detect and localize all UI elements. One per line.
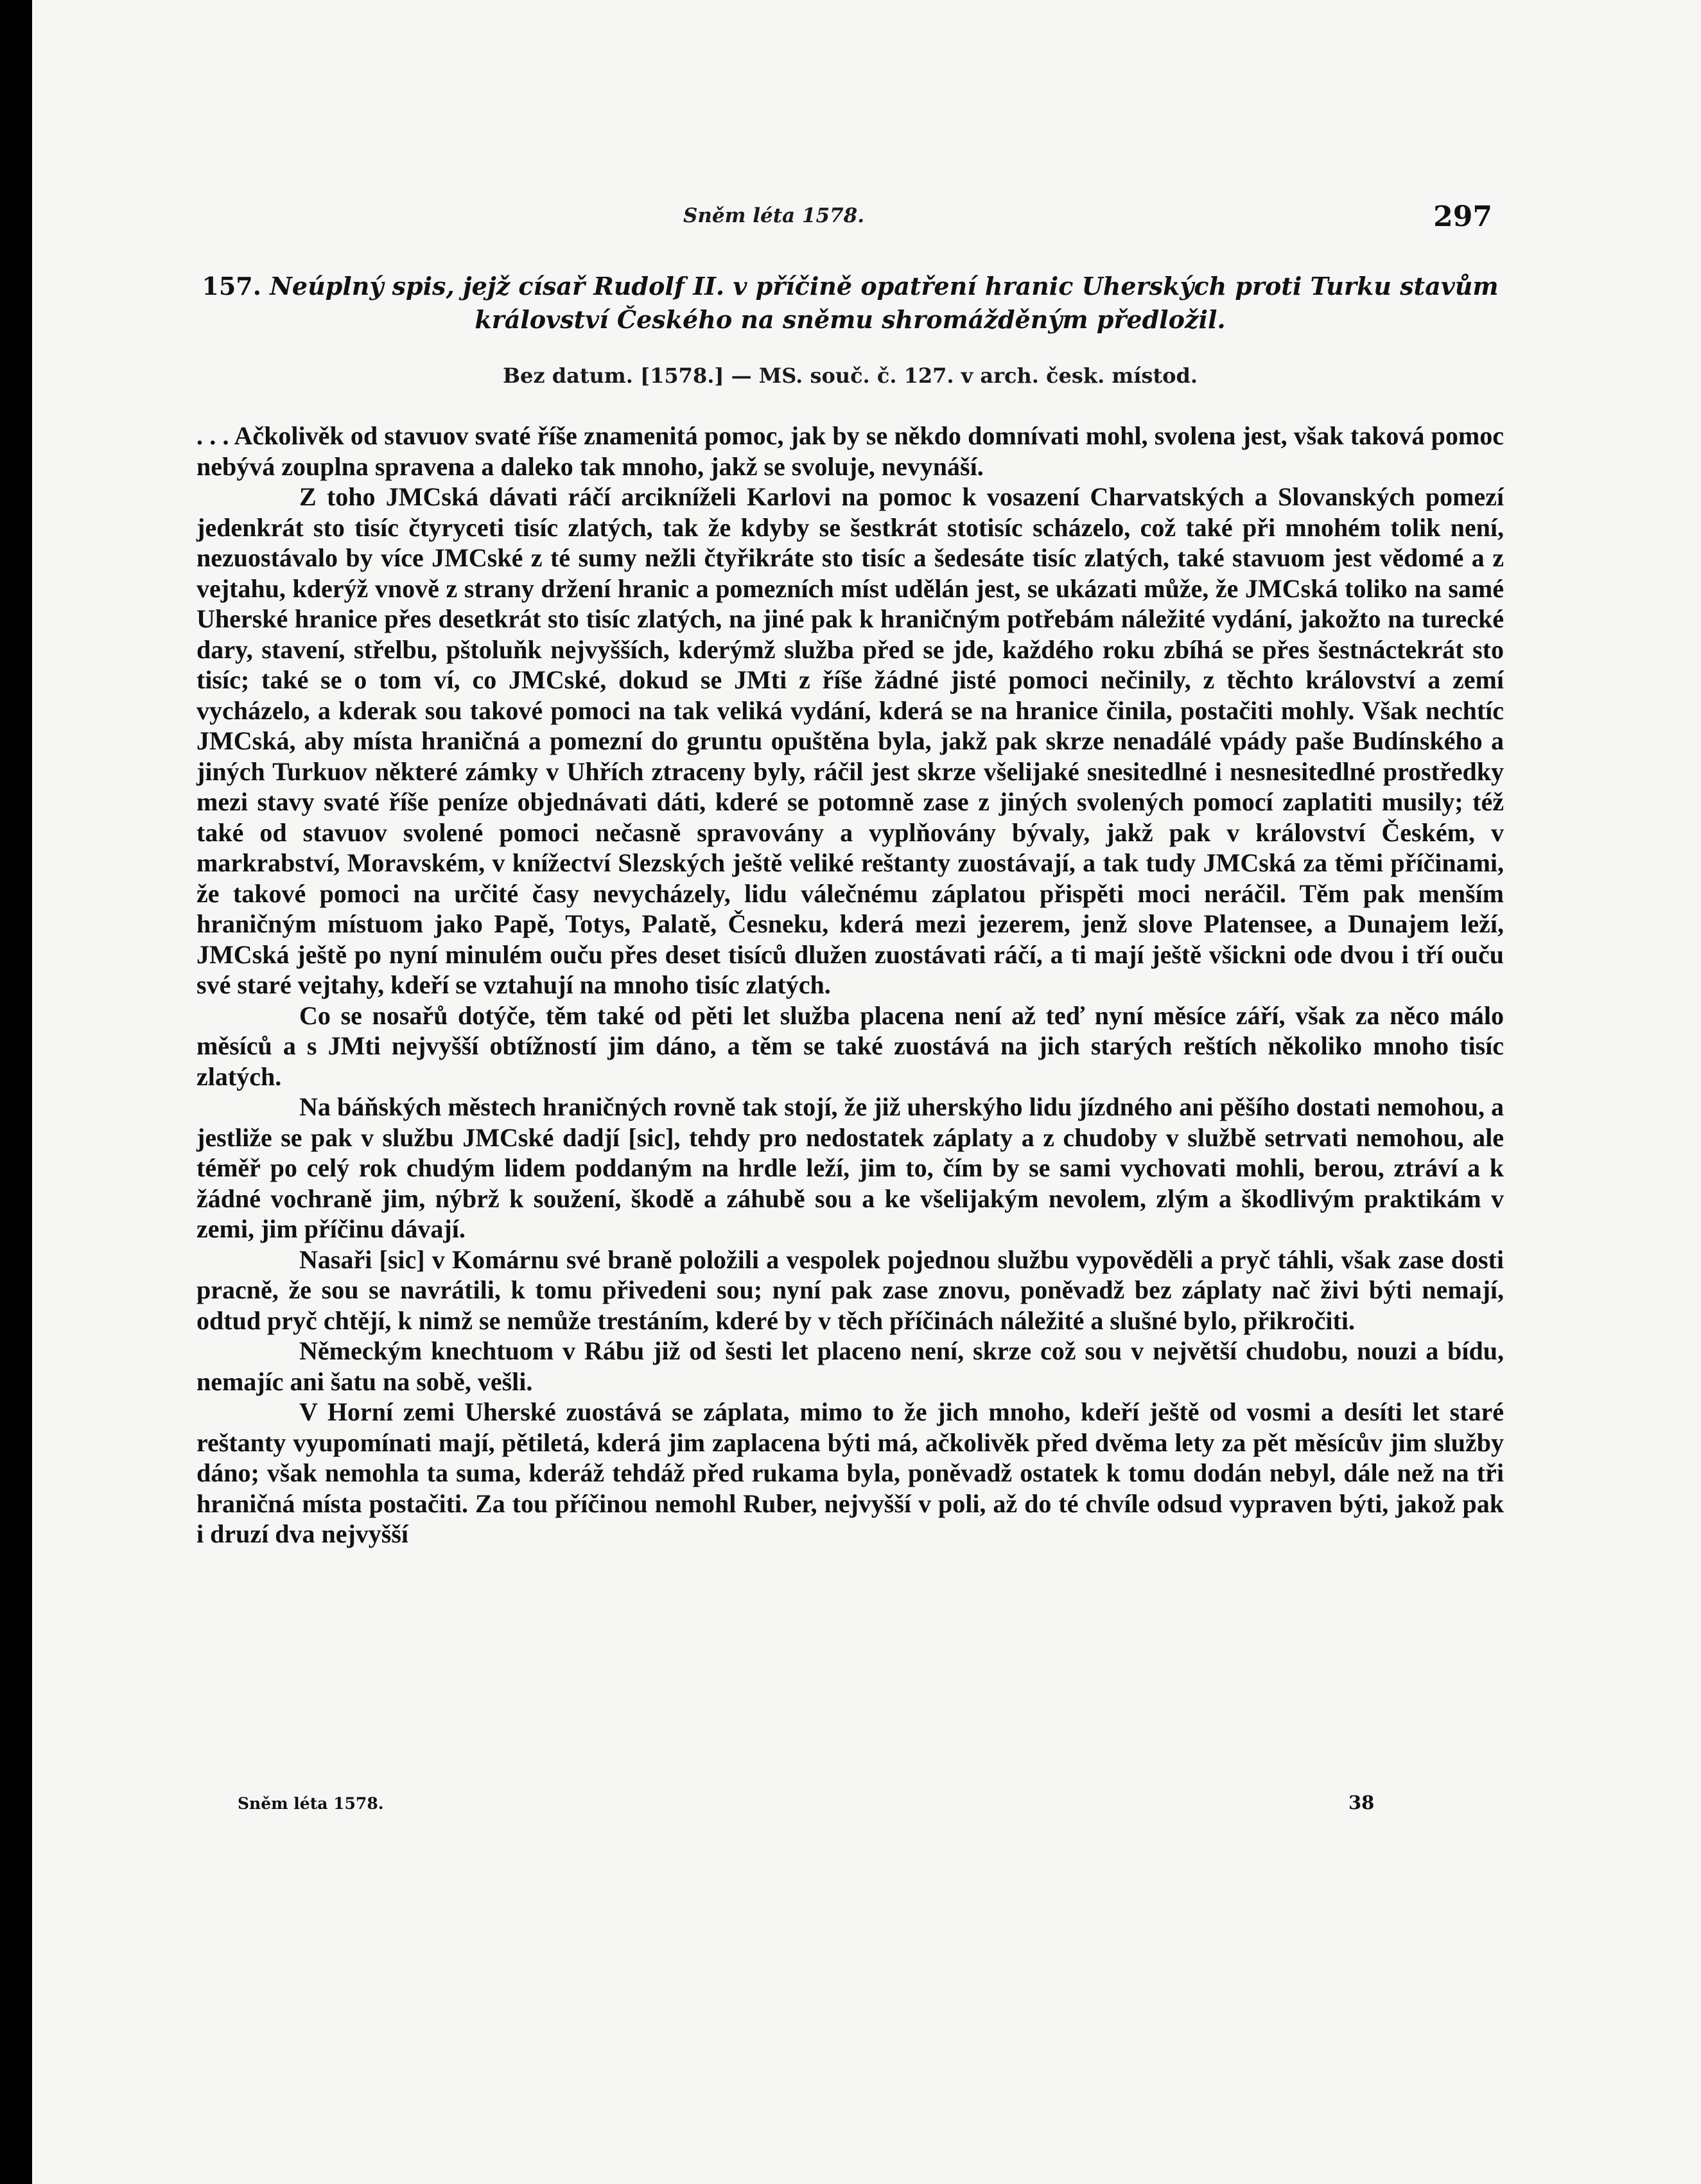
paragraph: Co se nosařů dotýče, těm také od pěti let služba placena není až teď nyní měsíce září, však za něco málo měsíců a s JMti nejvyšší obtížností jim dáno, a těm se také zuostává na jich starých reštích několiko mnoho tisíc zlatých. bbox=[196, 1000, 1504, 1091]
running-title: Sněm léta 1578. bbox=[683, 204, 864, 227]
paragraph: . . . Ačkolivěk od stavuov svaté říše znamenitá pomoc, jak by se někdo domnívati mohl, svolena jest, však taková pomoc nebývá zouplna spravena a daleko tak mnoho, jakž se svoluje, nevynáší. bbox=[196, 421, 1504, 481]
paragraph: Německým knechtuom v Rábu již od šesti let placeno není, skrze což sou v největší chudobu, nouzi a bídu, nemajíc ani šatu na sobě, vešli. bbox=[196, 1336, 1504, 1396]
paragraph: Z toho JMCská dávati ráčí arcikníželi Karlovi na pomoc k vosazení Charvatských a Slovanských pomezí jedenkrát sto tisíc čtyryceti tisíc zlatých, tak že kdyby se šestkrát stotisíc scházelo, což také při mnohém tolik není, nezuostávalo by více JMCské z té sumy nežli čtyřikráte sto tisíc a šedesáte tisíc zlatých, také stavuom jest vědomé a z vejtahu, kderýž vnově z strany držení hranic a pomezních míst udělán jest, se ukázati může, že JMCská toliko na samé Uherské hranice přes desetkrát sto tisíc zlatých, na jiné pak k hraničným potřebám náležité vydání, jakožto na turecké dary, stavení, střelbu, pštoluňk nejvyšších, kderýmž služba před se jde, každého roku zbíhá se přes šestnáctekrát sto tisíc; také se o tom ví, co JMCské, dokud se JMti z říše žádné jisté pomoci nečinily, z těchto království a zemí vycházelo, a kderak sou takové pomoci na tak veliká vydání, kderá se na hranice činila, postačiti mohly. Však nechtíc JMCská, aby místa hraničná a pomezní do gruntu opuštěna byla, jakž pak skrze nenadálé vpády paše Budínského a jiných Turkuov některé zámky v Uhřích ztraceny byly, ráčil jest skrze všelijaké snesitedlné i nesnesitedlné prostředky mezi stavy svaté říše peníze objednávati dáti, kderé se potomně zase z jiných svolených pomocí zaplatiti musily; též také od stavuov svolené pomoci nečasně spravovány a vyplňovány bývaly, jakž pak v království Českém, v markrabství, Moravském, v knížectví Slezských ještě veliké reštanty zuostávají, a tak tudy JMCská za těmi příčinami, že takové pomoci na určité časy nevycházely, lidu válečnému záplatou přispěti moci neráčil. Těm pak menším hraničným místuom jako Papě, Totys, Palatě, Česneku, kderá mezi jezerem, jenž slove Platensee, a Dunajem leží, JMCská ještě po nyní minulém ouču přes deset tisíců dlužen zuostávati ráčí, a ti mají ještě všickni ode dvou i tří ouču své staré vejtahy, kdeří se vztahují na mnoho tisíc zlatých. bbox=[196, 482, 1504, 999]
page-number: 297 bbox=[1433, 200, 1492, 233]
document-title bbox=[196, 270, 1504, 336]
footer-signature: Sněm léta 1578. bbox=[238, 1794, 384, 1813]
title-text: Neúplný spis, jejž císař Rudolf II. v příčině opatření hranic Uherských proti Turku stavům království Českého na sněmu shromážděným předložil. bbox=[270, 272, 1499, 334]
paragraph: Nasaři [sic] v Komárnu své braně položili a vespolek pojednou službu vypověděli a pryč táhli, však zase dosti pracně, že sou se navrátili, k tomu přivedeni sou; nyní pak zase znovu, poněvadž bez záplaty nač živi býti nemají, odtud pryč chtějí, k nimž se nemůže trestáním, kderé by v těch příčinách náležité a slušné bylo, přikročiti. bbox=[196, 1245, 1504, 1335]
footer-sheet-number: 38 bbox=[1348, 1792, 1375, 1813]
paragraph: Na báňských městech hraničných rovně tak stojí, že již uherskýho lidu jízdného ani pěšího dostati nemohou, a jestliže se pak v službu JMCské dadjí [sic], tehdy pro nedostatek záplaty a z chudoby v službě setrvati nemohou, ale téměř po celý rok chudým lidem poddaným na hrdle leží, jim to, čím by se sami vychovati mohli, berou, ztráví a k žádné vochraně jim, nýbrž k soužení, škodě a záhubě sou a ke všelijakým nevolem, zlým a škodlivým praktikám v zemi, jim příčinu dávají. bbox=[196, 1092, 1504, 1243]
body-text bbox=[196, 421, 1504, 1550]
item-number: 157. bbox=[202, 272, 261, 301]
source-line: Bez datum. [1578.] — MS. souč. č. 127. v arch. česk. místod. bbox=[502, 363, 1198, 388]
paragraph: V Horní zemi Uherské zuostává se záplata, mimo to že jich mnoho, kdeří ještě od vosmi a desíti let staré reštanty vyupomínati mají, pětiletá, kderá jim zaplacena býti má, ačkolivěk před dvěma lety za pět měsícův jim služby dáno; však nemohla ta suma, kderáž tehdáž před rukama byla, poněvadž ostatek k tomu dodán nebyl, dále než na tři hraničná místa postačiti. Za tou příčinou nemohl Ruber, nejvyšší v poli, až do té chvíle odsud vypraven býti, jakož pak i druzí dva nejvyšší bbox=[196, 1397, 1504, 1548]
document-page bbox=[32, 0, 1701, 2184]
